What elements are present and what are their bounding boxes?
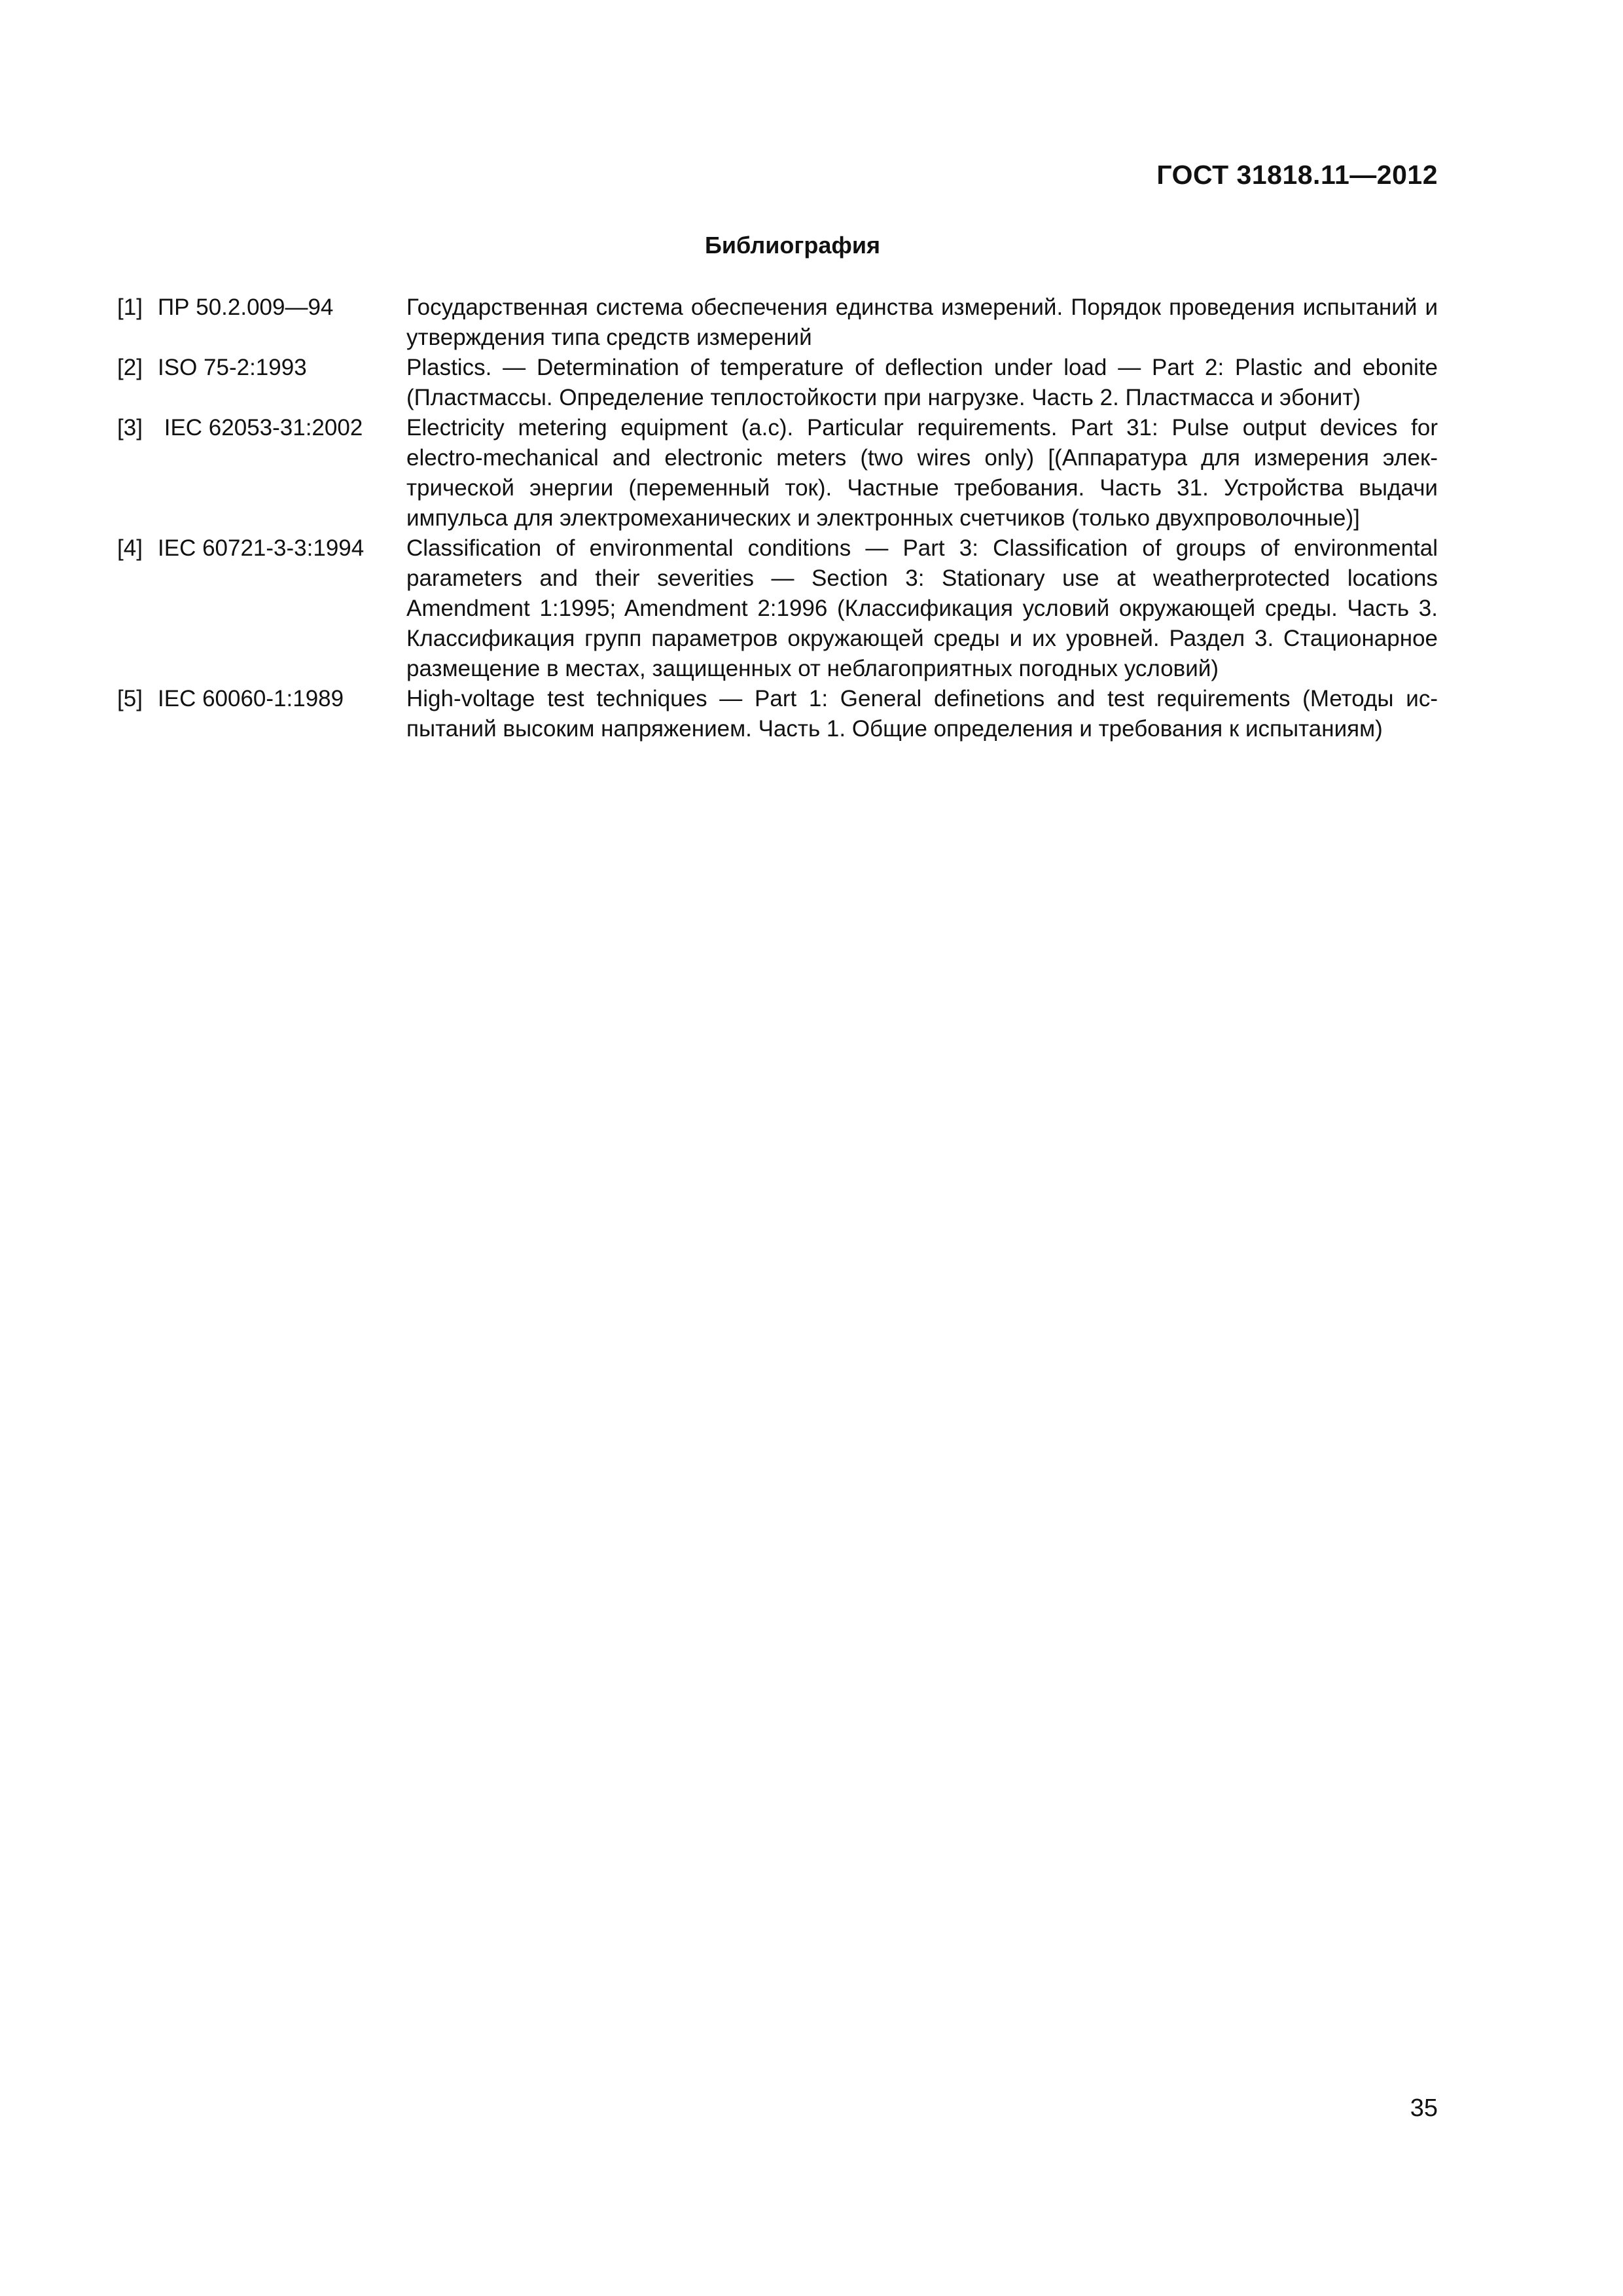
- bibliography-item-text: High-voltage test techniques — Part 1: General definetions and test requirements (Методы испытаний высоким напряжением. Часть 1. Общие определения и требования к испытаниям): [406, 686, 1438, 742]
- document-code: ГОСТ 31818.11—2012: [1156, 160, 1438, 190]
- bibliography-item-number: [3]: [117, 415, 143, 440]
- bibliography-list: [117, 293, 1438, 744]
- bibliography-item-code: IEC 60060-1:1989: [158, 686, 344, 711]
- bibliography-item-number: [5]: [117, 686, 143, 711]
- bibliography-item-text: Plastics. — Determination of temperature of deflection under load — Part 2: Plastic and ebonite (Пластмассы. Определение теплостойкости при нагрузке. Часть 2. Пластмасса и эбонит): [406, 355, 1438, 410]
- bibliography-item-text: Государственная система обеспечения единства измерений. Порядок проведения испытаний и утверждения типа средств измерений: [406, 295, 1438, 350]
- bibliography-item-code: ISO 75-2:1993: [158, 355, 307, 380]
- bibliography-item: [117, 293, 1438, 353]
- bibliography-item-text: Electricity metering equipment (a.c). Particular requirements. Part 31: Pulse output devices for electro-mechanical and electronic meters (two wires only) [(Аппаратура для измерения электрической энергии (переменный ток). Частные требования. Часть 31. Устройства выдачи импульса для электромеханических и электронных счетчиков (только двухпроволочные)]: [406, 415, 1438, 531]
- bibliography-item-text: Classification of environmental conditions — Part 3: Classification of groups of environmental parameters and their severities — Section 3: Stationary use at weatherprotected locations Amendment 1:1995; Amendment 2:1996 (Классификация условий окружающей среды. Часть 3. Классификация групп параметров окружающей среды и их уровней. Раздел 3. Стационарное размещение в местах, защищенных от неблагоприятных погодных условий): [406, 535, 1438, 681]
- page-number: 35: [1410, 2094, 1438, 2122]
- bibliography-item-number: [1]: [117, 295, 143, 320]
- bibliography-item: [117, 353, 1438, 413]
- bibliography-item-code: ПР 50.2.009—94: [158, 295, 334, 320]
- bibliography-item: [117, 684, 1438, 744]
- bibliography-item-code: IEC 60721-3-3:1994: [158, 535, 365, 561]
- bibliography-item-number: [2]: [117, 355, 143, 380]
- section-title: Библиография: [705, 232, 880, 259]
- bibliography-item-code: IEC 62053-31:2002: [158, 415, 363, 440]
- bibliography-item: [117, 533, 1438, 684]
- bibliography-item-number: [4]: [117, 535, 143, 561]
- bibliography-item: [117, 413, 1438, 533]
